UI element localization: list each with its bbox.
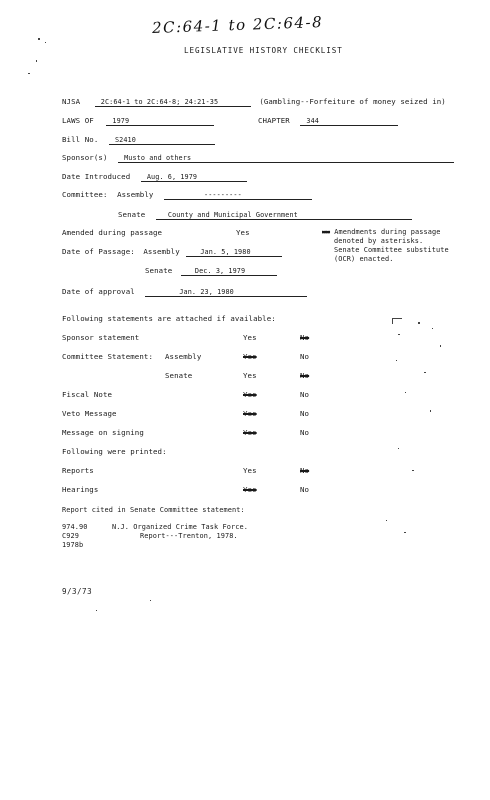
sponsors-row (62, 153, 454, 163)
committee-label: Committee: (62, 190, 108, 199)
date-introduced-row (62, 172, 247, 182)
laws-of-label: LAWS OF (62, 116, 94, 125)
chapter-label: CHAPTER (258, 116, 290, 125)
date-of-passage-row (62, 247, 282, 257)
laws-of-value: 1979 (106, 117, 214, 126)
statement-yes: Yes (243, 428, 257, 437)
statement-sub: Assembly (165, 352, 202, 361)
committee-senate-value: County and Municipal Government (156, 211, 412, 220)
date-of-approval-label: Date of approval (62, 287, 135, 296)
citation-line: N.J. Organized Crime Task Force. (112, 523, 248, 531)
amend-note-line: Amendments during passage (334, 228, 441, 236)
report-call-number (62, 523, 88, 550)
statement-no: No (300, 333, 310, 342)
passage-senate-value: Dec. 3, 1979 (181, 267, 277, 276)
statement-label: Sponsor statement (62, 333, 140, 342)
statement-label: Message on signing (62, 428, 144, 437)
bill-no-value: S2410 (109, 136, 215, 145)
chapter-value: 344 (300, 117, 398, 126)
statement-no: No (300, 390, 310, 399)
date-introduced-value: Aug. 6, 1979 (141, 173, 247, 182)
passage-senate-row (145, 266, 277, 276)
call-line: 1978b (62, 541, 84, 549)
amend-note-line: Senate Committee substitute (334, 246, 449, 254)
committee-row (62, 190, 312, 200)
statement-label: Fiscal Note (62, 390, 113, 399)
printed-heading: Following were printed: (62, 447, 167, 456)
signoff: 9/3/73 (62, 587, 93, 596)
committee-assembly-label: Assembly (117, 190, 154, 199)
statement-label: Veto Message (62, 409, 117, 418)
handwritten-header: 2C:64-1 to 2C:64-8 (151, 13, 324, 37)
attached-heading: Following statements are attached if available: (62, 314, 276, 323)
statement-no: No (300, 409, 310, 418)
njsa-value: 2C:64-1 to 2C:64-8; 24:21-35 (95, 98, 251, 107)
passage-senate-label: Senate (145, 266, 173, 275)
citation-line: Report---Trenton, 1978. (140, 532, 238, 540)
printed-no: No (300, 485, 310, 494)
amended-label: Amended during passage (62, 228, 163, 237)
statement-sub: Senate (165, 371, 193, 380)
committee-senate-row (118, 210, 412, 220)
passage-assembly-value: Jan. 5, 1980 (186, 248, 282, 257)
bill-no-row (62, 135, 215, 145)
chapter-row (258, 116, 398, 126)
printed-label: Hearings (62, 485, 99, 494)
report-citation (112, 523, 248, 541)
amend-note-line: denoted by asterisks. (334, 237, 424, 245)
amend-marker: xx (322, 228, 331, 236)
statement-no: No (300, 428, 310, 437)
bill-no-label: Bill No. (62, 135, 99, 144)
amended-value: Yes (236, 228, 250, 237)
statement-yes: Yes (243, 409, 257, 418)
printed-yes: Yes (243, 466, 257, 475)
njsa-label: NJSA (62, 97, 81, 106)
statement-yes: Yes (243, 333, 257, 342)
statement-yes: Yes (243, 371, 257, 380)
date-of-approval-value: Jan. 23, 1980 (145, 288, 307, 297)
page-title: LEGISLATIVE HISTORY CHECKLIST (184, 46, 343, 55)
amend-note-line: (OCR) enacted. (334, 255, 394, 263)
printed-label: Reports (62, 466, 94, 475)
date-of-approval-row (62, 287, 307, 297)
committee-assembly-value: --------- (164, 191, 312, 200)
sponsors-label: Sponsor(s) (62, 153, 108, 162)
date-of-passage-label: Date of Passage: (62, 247, 135, 256)
laws-of-row (62, 116, 214, 126)
report-heading: Report cited in Senate Committee statement: (62, 506, 245, 514)
sponsors-value: Musto and others (118, 154, 454, 163)
statement-no: No (300, 371, 310, 380)
call-line: 974.90 (62, 523, 88, 531)
statement-yes: Yes (243, 352, 257, 361)
printed-yes: Yes (243, 485, 257, 494)
njsa-row (62, 97, 446, 107)
date-introduced-label: Date Introduced (62, 172, 131, 181)
statement-no: No (300, 352, 310, 361)
passage-assembly-label: Assembly (143, 247, 180, 256)
printed-no: No (300, 466, 310, 475)
njsa-note: (Gambling--Forfeiture of money seized in) (259, 97, 446, 106)
committee-senate-label: Senate (118, 210, 146, 219)
statement-label: Committee Statement: (62, 352, 153, 361)
call-line: C929 (62, 532, 79, 540)
amendment-note (322, 228, 449, 264)
statement-yes: Yes (243, 390, 257, 399)
